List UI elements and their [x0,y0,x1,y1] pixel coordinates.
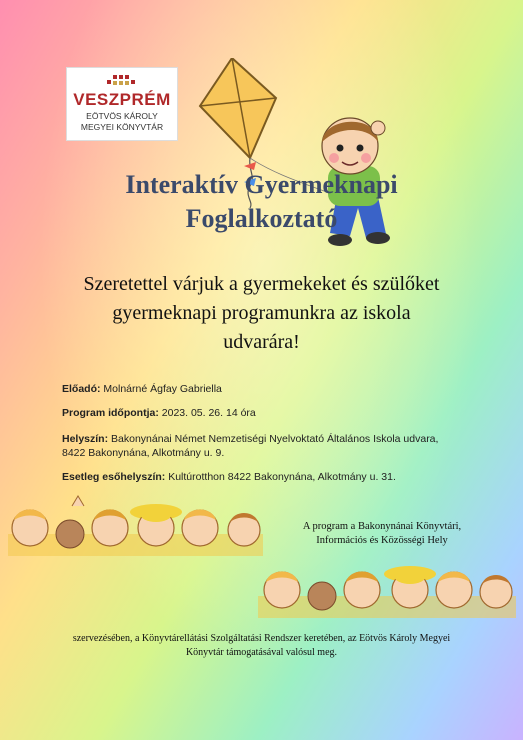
funding-note-line2: Könyvtár támogatásával valósul meg. [185,647,338,658]
logo-subtitle-line1: EÖTVÖS KÁROLY [86,111,158,121]
organizer-note-line2: Információs és Közösségi Hely [316,535,448,546]
organizer-note-line1: A program a Bakonynánai Könyvtári, [302,521,462,532]
children-illustration-right [258,556,516,618]
children-faces-icon [258,566,516,618]
library-logo [66,67,178,141]
page-title-line2: Foglalkoztató [185,204,338,233]
rain-venue-value: Kultúrotthon 8422 Bakonynána, Alkotmány u. 31. [165,471,396,483]
logo-subtitle-line2: MEGYEI KÖNYVTÁR [80,122,164,132]
time-info [62,406,462,420]
children-illustration-left [8,494,263,556]
venue-label: Helyszín: [62,433,109,445]
invitation-line1: Szeretettel várjuk a gyermekeket és szülőket [83,273,440,295]
invitation-line3: udvarára! [223,331,300,353]
page-title-line1: Interaktív Gyermeknapi [125,170,398,199]
logo-emblem-icon [91,74,151,88]
page-title [40,168,483,236]
venue-info [62,432,462,460]
time-label: Program időpontja: [62,407,159,419]
organizer-note [282,520,482,548]
rain-venue-info [62,470,462,484]
logo-title: VESZPRÉM [73,90,171,109]
time-value: 2023. 05. 26. 14 óra [158,407,256,419]
presenter-value: Molnárné Ágfay Gabriella [100,383,222,395]
presenter-label: Előadó: [62,383,101,395]
venue-value-line1: Bakonynánai Német Nemzetiségi Nyelvoktató Általános Iskola udvara, [108,433,439,445]
presenter-info [62,382,462,396]
funding-note-line1: szervezésében, a Könyvtárellátási Szolgáltatási Rendszer keretében, az Eötvös Károly Megyei [72,633,451,644]
invitation-text [40,270,483,357]
invitation-line2: gyermeknapi programunkra az iskola [112,302,411,324]
venue-value-line2: 8422 Bakonynána, Alkotmány u. 9. [62,447,225,459]
funding-note [40,632,483,660]
children-faces-icon [8,496,263,556]
rain-venue-label: Esetleg esőhelyszín: [62,471,166,483]
